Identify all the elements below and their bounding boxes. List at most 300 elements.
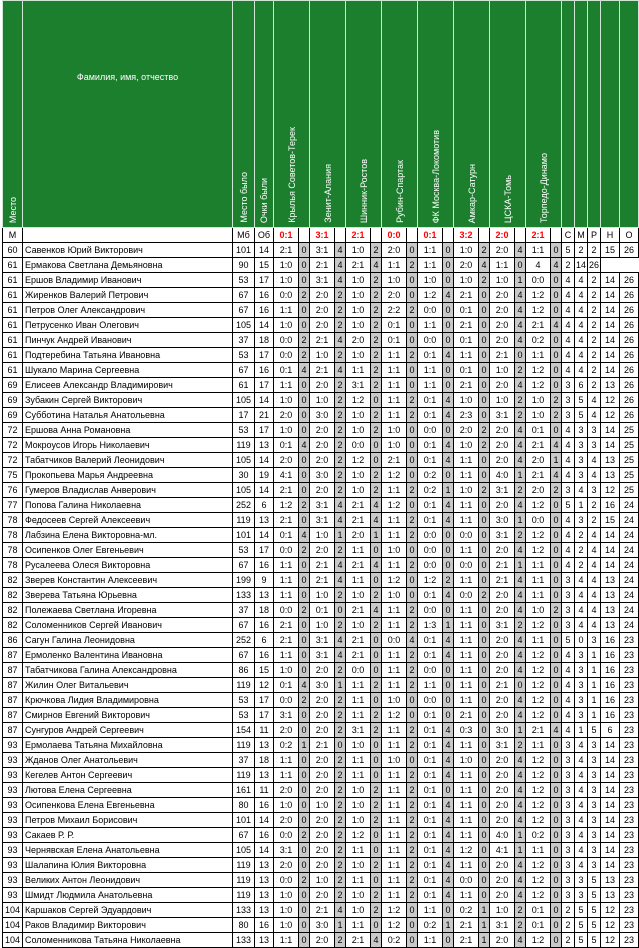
- points-cell: 2: [407, 858, 418, 873]
- prediction-cell: 2:0: [274, 723, 299, 738]
- prediction-cell: 1:1: [274, 648, 299, 663]
- prediction-cell: 1:1: [382, 393, 407, 408]
- table-row: [3, 648, 639, 663]
- points-were-cell: 18: [255, 603, 274, 618]
- points-cell: 0: [299, 933, 310, 948]
- prediction-cell: 1:2: [526, 363, 551, 378]
- points-were-cell: 13: [255, 588, 274, 603]
- points-cell: 2: [515, 903, 526, 918]
- points-cell: 0: [551, 528, 562, 543]
- s-cell: 3: [562, 573, 575, 588]
- points-cell: 4: [335, 513, 346, 528]
- points-cell: 0: [371, 843, 382, 858]
- name-cell: Чернявская Елена Анатольевна: [23, 843, 233, 858]
- prediction-cell: 2:0: [274, 783, 299, 798]
- table-row: [3, 903, 639, 918]
- points-cell: 2: [371, 723, 382, 738]
- prediction-cell: 2:1: [526, 438, 551, 453]
- place-was-cell: 252: [233, 498, 255, 513]
- prediction-cell: 1:2: [346, 393, 371, 408]
- place-was-cell: 53: [233, 348, 255, 363]
- points-cell: 2: [371, 903, 382, 918]
- prediction-cell: 1:2: [418, 288, 443, 303]
- prediction-cell: 2:0: [490, 588, 515, 603]
- prediction-cell: 0:0: [274, 543, 299, 558]
- points-cell: 1: [335, 678, 346, 693]
- prediction-cell: 1:1: [274, 303, 299, 318]
- place-cell: 78: [3, 513, 23, 528]
- points-cell: 2: [371, 423, 382, 438]
- prediction-cell: 1:0: [382, 588, 407, 603]
- place-was-cell: 17: [233, 408, 255, 423]
- points-were-cell: 16: [255, 288, 274, 303]
- points-cell: 4: [515, 783, 526, 798]
- m-cell: 4: [575, 753, 588, 768]
- prediction-cell: 1:0: [454, 243, 479, 258]
- s-cell: 4: [562, 723, 575, 738]
- points-cell: 2: [407, 888, 418, 903]
- r-cell: 3: [588, 843, 601, 858]
- points-cell: 0: [551, 498, 562, 513]
- score-spacer: [299, 228, 310, 243]
- r-cell: 3: [588, 438, 601, 453]
- prediction-cell: 1:1: [382, 483, 407, 498]
- place-cell: 82: [3, 573, 23, 588]
- points-were-cell: 19: [255, 468, 274, 483]
- r-cell: 3: [588, 738, 601, 753]
- prediction-cell: 1:0: [382, 273, 407, 288]
- points-cell: 4: [515, 423, 526, 438]
- points-cell: 4: [443, 633, 454, 648]
- prediction-cell: 1:1: [382, 768, 407, 783]
- points-cell: 0: [479, 573, 490, 588]
- points-cell: 4: [515, 753, 526, 768]
- points-cell: 0: [479, 603, 490, 618]
- points-cell: 2: [479, 423, 490, 438]
- prediction-cell: 1:0: [310, 873, 335, 888]
- prediction-cell: 1:3: [418, 618, 443, 633]
- prediction-cell: 1:1: [526, 573, 551, 588]
- points-cell: 0: [299, 708, 310, 723]
- points-cell: 0: [551, 648, 562, 663]
- place-cell: 61: [3, 318, 23, 333]
- points-cell: 2: [407, 348, 418, 363]
- prediction-cell: 2:0: [490, 858, 515, 873]
- r-cell: 3: [588, 858, 601, 873]
- prediction-cell: 2:0: [382, 243, 407, 258]
- n-cell: 16: [601, 663, 620, 678]
- points-cell: 2: [335, 423, 346, 438]
- r-cell: 1: [588, 663, 601, 678]
- prediction-cell: 2:0: [310, 288, 335, 303]
- prediction-cell: 3:1: [490, 408, 515, 423]
- place-cell: 82: [3, 618, 23, 633]
- points-cell: 4: [443, 888, 454, 903]
- place-was-cell: 101: [233, 813, 255, 828]
- r-cell: 26: [588, 258, 601, 273]
- header-match-5: ФК Москва-Локомотив: [418, 1, 454, 228]
- points-cell: 0: [551, 423, 562, 438]
- s-cell: 3: [562, 813, 575, 828]
- points-cell: 0: [479, 633, 490, 648]
- prediction-cell: 1:2: [526, 858, 551, 873]
- points-cell: 4: [515, 813, 526, 828]
- r-cell: 3: [588, 633, 601, 648]
- s-cell: 4: [562, 663, 575, 678]
- points-were-cell: 14: [255, 843, 274, 858]
- place-cell: 86: [3, 633, 23, 648]
- r-cell: 5: [588, 903, 601, 918]
- prediction-cell: 1:1: [382, 798, 407, 813]
- points-cell: 4: [515, 693, 526, 708]
- s-cell: 4: [562, 708, 575, 723]
- n-cell: 14: [601, 303, 620, 318]
- prediction-cell: 1:1: [454, 768, 479, 783]
- r-cell: 1: [588, 693, 601, 708]
- points-cell: 0: [299, 513, 310, 528]
- m-cell: 4: [575, 288, 588, 303]
- points-cell: 4: [551, 258, 562, 273]
- points-cell: 4: [443, 438, 454, 453]
- prediction-cell: 2:0: [382, 288, 407, 303]
- table-row: [3, 828, 639, 843]
- prediction-cell: 1:0: [490, 363, 515, 378]
- points-cell: 4: [443, 648, 454, 663]
- o-cell: 25: [620, 483, 639, 498]
- prediction-cell: 1:0: [346, 618, 371, 633]
- prediction-cell: 1:1: [526, 558, 551, 573]
- o-cell: 23: [620, 783, 639, 798]
- actual-score-5: 0:1: [418, 228, 443, 243]
- s-cell: 4: [562, 678, 575, 693]
- points-cell: 4: [299, 438, 310, 453]
- r-cell: 2: [588, 243, 601, 258]
- points-cell: 4: [299, 678, 310, 693]
- prediction-cell: 2:0: [310, 813, 335, 828]
- prediction-cell: 1:0: [346, 588, 371, 603]
- points-cell: 4: [551, 438, 562, 453]
- s-cell: 5: [562, 633, 575, 648]
- table-row: [3, 843, 639, 858]
- points-cell: 0: [551, 813, 562, 828]
- table-row: [3, 363, 639, 378]
- name-cell: Табатчикова Галина Александровна: [23, 663, 233, 678]
- points-cell: 4: [371, 513, 382, 528]
- prediction-cell: 0:1: [418, 828, 443, 843]
- n-cell: 12: [601, 933, 620, 948]
- points-cell: 4: [335, 903, 346, 918]
- name-cell: Прокопьева Марья Андреевна: [23, 468, 233, 483]
- prediction-cell: 2:0: [310, 303, 335, 318]
- prediction-cell: 0:1: [418, 348, 443, 363]
- n-cell: 14: [601, 798, 620, 813]
- points-cell: 0: [299, 573, 310, 588]
- prediction-cell: 3:1: [310, 273, 335, 288]
- prediction-cell: 0:1: [274, 528, 299, 543]
- m-cell: 3: [575, 468, 588, 483]
- prediction-cell: 1:1: [382, 603, 407, 618]
- o-cell: 24: [620, 513, 639, 528]
- s-cell: 4: [562, 558, 575, 573]
- prediction-cell: 1:0: [274, 888, 299, 903]
- place-cell: 69: [3, 393, 23, 408]
- place-was-cell: 67: [233, 828, 255, 843]
- table-row: [3, 663, 639, 678]
- prediction-cell: 1:0: [346, 798, 371, 813]
- points-cell: 2: [335, 753, 346, 768]
- r-cell: 5: [588, 873, 601, 888]
- points-cell: 4: [371, 258, 382, 273]
- n-cell: 14: [601, 738, 620, 753]
- name-cell: Сакаев Р. Р.: [23, 828, 233, 843]
- points-were-cell: 13: [255, 873, 274, 888]
- prediction-cell: 0:0: [454, 528, 479, 543]
- r-cell: 3: [588, 768, 601, 783]
- points-cell: 0: [551, 633, 562, 648]
- table-row: [3, 798, 639, 813]
- place-was-cell: 53: [233, 273, 255, 288]
- r-cell: 3: [588, 483, 601, 498]
- prediction-cell: 1:0: [418, 273, 443, 288]
- s-cell: 3: [562, 873, 575, 888]
- prediction-cell: 0:2: [382, 933, 407, 948]
- prediction-cell: 3:1: [490, 483, 515, 498]
- points-cell: 0: [407, 378, 418, 393]
- points-cell: 0: [407, 588, 418, 603]
- prediction-cell: 0:1: [310, 603, 335, 618]
- s-cell: 3: [562, 798, 575, 813]
- n-cell: 13: [601, 468, 620, 483]
- points-cell: 2: [407, 798, 418, 813]
- n-cell: 16: [601, 708, 620, 723]
- prediction-cell: 1:1: [382, 738, 407, 753]
- prediction-cell: 1:1: [346, 873, 371, 888]
- points-cell: 2: [371, 783, 382, 798]
- prediction-cell: 1:0: [346, 468, 371, 483]
- points-cell: 2: [299, 348, 310, 363]
- place-cell: 87: [3, 678, 23, 693]
- prediction-cell: 3:1: [346, 723, 371, 738]
- points-cell: 0: [299, 813, 310, 828]
- name-cell: Крючкова Лидия Владимировна: [23, 693, 233, 708]
- place-cell: 61: [3, 288, 23, 303]
- prediction-cell: 3:1: [490, 738, 515, 753]
- points-cell: 0: [443, 468, 454, 483]
- points-cell: 0: [551, 738, 562, 753]
- prediction-cell: 1:1: [526, 348, 551, 363]
- points-cell: 0: [551, 918, 562, 933]
- points-were-cell: 14: [255, 453, 274, 468]
- points-cell: 4: [335, 558, 346, 573]
- prediction-cell: 3:0: [310, 468, 335, 483]
- table-row: [3, 288, 639, 303]
- points-cell: 2: [407, 648, 418, 663]
- prediction-cell: 0:1: [454, 363, 479, 378]
- prediction-cell: 1:1: [382, 858, 407, 873]
- place-cell: 93: [3, 753, 23, 768]
- points-cell: 0: [515, 348, 526, 363]
- n-cell: 16: [601, 648, 620, 663]
- table-row: [3, 558, 639, 573]
- points-cell: 4: [515, 588, 526, 603]
- points-cell: 0: [443, 363, 454, 378]
- s-cell: 2: [562, 933, 575, 948]
- place-cell: 93: [3, 873, 23, 888]
- prediction-cell: 0:2: [418, 483, 443, 498]
- place-was-cell: 30: [233, 468, 255, 483]
- o-cell: 26: [620, 408, 639, 423]
- header-match-2: Зенит-Алания: [310, 1, 346, 228]
- place-cell: 61: [3, 303, 23, 318]
- points-cell: 0: [479, 528, 490, 543]
- place-was-cell: 61: [233, 378, 255, 393]
- s-cell: 4: [562, 468, 575, 483]
- points-cell: 0: [443, 273, 454, 288]
- place-was-cell: 67: [233, 648, 255, 663]
- m-cell: 3: [575, 453, 588, 468]
- prediction-cell: 2:0: [310, 438, 335, 453]
- table-row: [3, 258, 639, 273]
- actual-score-2: 3:1: [310, 228, 335, 243]
- prediction-cell: 2:0: [310, 423, 335, 438]
- points-cell: 0: [479, 738, 490, 753]
- points-cell: 0: [479, 408, 490, 423]
- points-were-cell: 13: [255, 513, 274, 528]
- points-cell: 0: [551, 663, 562, 678]
- prediction-cell: 2:1: [274, 483, 299, 498]
- prediction-cell: 1:2: [346, 453, 371, 468]
- prediction-cell: 3:1: [274, 708, 299, 723]
- name-cell: Ермоленко Валентина Ивановна: [23, 648, 233, 663]
- prediction-cell: 2:0: [310, 753, 335, 768]
- points-cell: 2: [407, 768, 418, 783]
- points-were-cell: 16: [255, 798, 274, 813]
- prediction-cell: 2:1: [490, 348, 515, 363]
- points-cell: 1: [515, 843, 526, 858]
- place-cell: 104: [3, 918, 23, 933]
- points-cell: 4: [515, 438, 526, 453]
- m-cell: 4: [575, 588, 588, 603]
- points-cell: 4: [443, 738, 454, 753]
- place-cell: 72: [3, 438, 23, 453]
- header-match-6: Амкар-Сатурн: [454, 1, 490, 228]
- n-cell: 14: [601, 423, 620, 438]
- points-cell: 0: [443, 933, 454, 948]
- points-cell: 2: [371, 408, 382, 423]
- points-cell: 0: [299, 588, 310, 603]
- s-cell: 3: [562, 753, 575, 768]
- r-cell: 2: [588, 318, 601, 333]
- points-cell: 0: [371, 768, 382, 783]
- prediction-cell: 1:2: [382, 573, 407, 588]
- table-row: [3, 333, 639, 348]
- s-cell: 3: [562, 828, 575, 843]
- points-cell: 0: [299, 243, 310, 258]
- prediction-cell: 0:1: [418, 813, 443, 828]
- prediction-cell: 1:1: [454, 783, 479, 798]
- points-cell: 4: [515, 648, 526, 663]
- table-row: [3, 933, 639, 948]
- prediction-cell: 0:2: [526, 333, 551, 348]
- points-were-cell: 16: [255, 618, 274, 633]
- prediction-cell: 1:2: [454, 843, 479, 858]
- prediction-cell: 2:0: [490, 378, 515, 393]
- points-cell: 2: [335, 708, 346, 723]
- points-were-cell: 11: [255, 783, 274, 798]
- prediction-cell: 1:0: [490, 903, 515, 918]
- table-row: [3, 738, 639, 753]
- points-cell: 0: [371, 828, 382, 843]
- prediction-cell: 4:1: [490, 843, 515, 858]
- points-cell: 0: [407, 498, 418, 513]
- o-cell: 23: [620, 678, 639, 693]
- points-cell: 4: [443, 798, 454, 813]
- points-cell: 0: [299, 768, 310, 783]
- points-cell: 2: [335, 768, 346, 783]
- prediction-cell: 1:0: [274, 663, 299, 678]
- table-row: [3, 498, 639, 513]
- o-cell: 24: [620, 618, 639, 633]
- prediction-cell: 1:1: [382, 783, 407, 798]
- o-cell: 23: [620, 693, 639, 708]
- points-cell: 0: [299, 753, 310, 768]
- points-cell: 2: [335, 453, 346, 468]
- points-cell: 4: [443, 873, 454, 888]
- prediction-cell: 2:0: [310, 828, 335, 843]
- points-cell: 4: [371, 603, 382, 618]
- prediction-cell: 1:1: [346, 768, 371, 783]
- actual-score-6: 3:2: [454, 228, 479, 243]
- code-r: Р: [588, 228, 601, 243]
- points-were-cell: 14: [255, 813, 274, 828]
- prediction-cell: 1:2: [526, 933, 551, 948]
- name-cell: Попова Галина Николаевна: [23, 498, 233, 513]
- prediction-cell: 1:0: [526, 603, 551, 618]
- m-cell: 4: [575, 363, 588, 378]
- points-cell: 2: [299, 828, 310, 843]
- points-cell: 0: [551, 693, 562, 708]
- points-cell: 0: [443, 378, 454, 393]
- prediction-cell: 0:0: [274, 873, 299, 888]
- name-cell: Кегелев Антон Сергеевич: [23, 768, 233, 783]
- prediction-cell: 2:0: [526, 483, 551, 498]
- points-cell: 0: [551, 888, 562, 903]
- results-body: [3, 243, 639, 948]
- table-row: [3, 393, 639, 408]
- actual-score-8: 2:1: [526, 228, 551, 243]
- place-was-cell: 37: [233, 603, 255, 618]
- points-were-cell: 12: [255, 678, 274, 693]
- o-cell: 23: [620, 888, 639, 903]
- place-was-cell: 119: [233, 738, 255, 753]
- points-cell: 4: [515, 888, 526, 903]
- o-cell: 26: [620, 243, 639, 258]
- o-cell: 25: [620, 453, 639, 468]
- points-cell: 2: [335, 543, 346, 558]
- prediction-cell: 1:0: [274, 798, 299, 813]
- prediction-cell: 0:0: [418, 543, 443, 558]
- prediction-cell: 0:1: [418, 453, 443, 468]
- points-cell: 0: [479, 453, 490, 468]
- place-cell: 93: [3, 768, 23, 783]
- header-place-was: Место было: [233, 1, 255, 228]
- prediction-cell: 1:1: [382, 528, 407, 543]
- points-cell: 0: [551, 378, 562, 393]
- points-cell: 2: [299, 288, 310, 303]
- m-cell: 3: [575, 888, 588, 903]
- prediction-cell: 3:1: [310, 498, 335, 513]
- prediction-cell: 2:0: [346, 528, 371, 543]
